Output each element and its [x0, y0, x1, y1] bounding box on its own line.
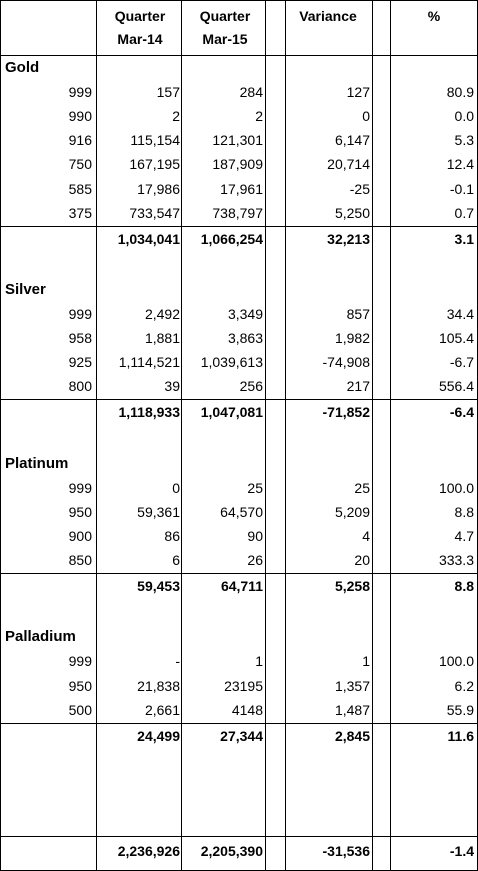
- quarter-2-cell: 1,039,613: [200, 354, 263, 371]
- row-divider: [0, 226, 478, 227]
- total-variance-cell: -71,852: [322, 404, 370, 421]
- quarter-1-cell: 157: [156, 84, 180, 101]
- percent-cell: 6.2: [454, 677, 474, 694]
- header-quarter-2-line2: Mar-15: [202, 31, 248, 47]
- table-row: [0, 524, 478, 548]
- variance-cell: 5,209: [334, 503, 370, 520]
- grade-cell: 958: [68, 330, 92, 347]
- variance-cell: 1,982: [334, 330, 370, 347]
- grade-cell: 750: [68, 156, 92, 173]
- row-divider: [0, 836, 478, 837]
- column-divider: [96, 0, 97, 871]
- total-percent-cell: -6.4: [449, 404, 474, 421]
- total-quarter-1-cell: 1,034,041: [117, 230, 180, 247]
- table-row: [0, 374, 478, 398]
- total-row: [0, 724, 478, 748]
- section-title: Palladium: [5, 628, 76, 646]
- grade-cell: 585: [68, 180, 92, 197]
- variance-cell: 0: [362, 108, 370, 125]
- grand-total-percent-cell: -1.4: [449, 843, 474, 859]
- table-row: [0, 177, 478, 201]
- grade-cell: 800: [68, 378, 92, 395]
- grade-cell: 950: [68, 677, 92, 694]
- grade-cell: 900: [68, 527, 92, 544]
- quarter-2-cell: 1: [255, 653, 263, 670]
- table-row: [0, 500, 478, 524]
- variance-cell: 25: [354, 479, 370, 496]
- grand-total-row: [0, 839, 478, 863]
- quarter-1-cell: 167,195: [129, 156, 180, 173]
- header-quarter-1-line1: Quarter: [114, 8, 166, 24]
- quarter-1-cell: -: [175, 653, 180, 670]
- quarter-2-cell: 3,349: [227, 306, 263, 322]
- total-percent-cell: 8.8: [454, 578, 474, 595]
- variance-cell: 857: [346, 306, 370, 322]
- quarter-1-cell: 733,547: [129, 204, 180, 221]
- percent-cell: 8.8: [454, 503, 474, 520]
- quarter-2-cell: 3,863: [227, 330, 263, 347]
- section-title-row: [0, 625, 478, 649]
- column-divider: [0, 0, 1, 871]
- quarter-1-cell: 39: [164, 378, 180, 395]
- total-quarter-2-cell: 1,047,081: [200, 404, 263, 421]
- percent-cell: 100.0: [438, 653, 474, 670]
- quarter-2-cell: 2: [255, 108, 263, 125]
- table-row: [0, 698, 478, 722]
- table-row: [0, 302, 478, 326]
- grade-cell: 999: [68, 653, 92, 670]
- variance-cell: 4: [362, 527, 370, 544]
- grade-cell: 916: [68, 132, 92, 149]
- grand-total-quarter-2-cell: 2,205,390: [200, 843, 263, 859]
- total-variance-cell: 32,213: [327, 230, 370, 247]
- percent-cell: 80.9: [446, 84, 474, 101]
- percent-cell: 5.3: [454, 132, 474, 149]
- table-row: [0, 152, 478, 176]
- total-percent-cell: 11.6: [447, 727, 474, 744]
- table-row: [0, 80, 478, 104]
- table-row: [0, 104, 478, 128]
- grand-total-variance-cell: -31,536: [322, 843, 370, 859]
- header-variance: Variance: [299, 8, 357, 24]
- total-quarter-1-cell: 1,118,933: [118, 404, 180, 421]
- total-quarter-2-cell: 27,344: [220, 727, 263, 744]
- quarter-1-cell: 1,881: [144, 330, 180, 347]
- quarter-1-cell: 59,361: [137, 503, 180, 520]
- percent-cell: 12.4: [446, 156, 474, 173]
- percent-cell: -0.1: [449, 180, 474, 197]
- variance-cell: 5,250: [334, 204, 370, 221]
- row-divider: [0, 573, 478, 574]
- total-quarter-1-cell: 59,453: [137, 578, 180, 595]
- total-row: [0, 400, 478, 424]
- quarter-2-cell: 23195: [224, 677, 263, 694]
- row-divider: [0, 723, 478, 724]
- column-divider: [265, 0, 266, 871]
- column-divider: [181, 0, 182, 871]
- quarter-2-cell: 64,570: [220, 503, 263, 520]
- header-percent: %: [427, 8, 441, 24]
- table-row: [0, 128, 478, 152]
- total-quarter-1-cell: 24,499: [137, 727, 180, 744]
- table-row: [0, 548, 478, 572]
- variance-cell: 217: [346, 378, 370, 395]
- grade-cell: 375: [68, 204, 92, 221]
- quarter-2-cell: 4148: [231, 701, 263, 718]
- section-title: Gold: [5, 59, 40, 76]
- quarter-2-cell: 121,301: [212, 132, 263, 149]
- section-title: Silver: [5, 280, 46, 298]
- section-title-row: [0, 452, 478, 476]
- quarter-1-cell: 86: [164, 527, 180, 544]
- quarter-1-cell: 115,154: [130, 132, 180, 149]
- percent-cell: -6.7: [449, 354, 474, 371]
- header-quarter-2-line1: Quarter: [199, 8, 251, 24]
- quarter-2-cell: 17,961: [220, 180, 263, 197]
- table-row: [0, 674, 478, 698]
- column-divider: [372, 0, 373, 871]
- quarter-2-cell: 25: [247, 479, 263, 496]
- quarter-1-cell: 2,661: [144, 701, 180, 718]
- percent-cell: 333.3: [438, 552, 474, 568]
- row-divider: [0, 55, 478, 56]
- quarter-2-cell: 738,797: [212, 204, 263, 221]
- grade-cell: 500: [68, 701, 92, 718]
- variance-cell: 20: [354, 552, 370, 568]
- percent-cell: 34.4: [446, 306, 474, 322]
- grade-cell: 950: [68, 503, 92, 520]
- quarter-2-cell: 26: [247, 552, 263, 568]
- column-divider: [285, 0, 286, 871]
- quarter-1-cell: 2,492: [144, 306, 180, 322]
- total-variance-cell: 2,845: [334, 727, 370, 744]
- total-row: [0, 574, 478, 598]
- variance-cell: 6,147: [334, 132, 370, 149]
- quarter-1-cell: 17,986: [137, 180, 180, 197]
- variance-cell: 1: [362, 653, 370, 670]
- table-row: [0, 350, 478, 374]
- row-divider: [0, 399, 478, 400]
- grade-cell: 925: [68, 354, 92, 371]
- section-title-row: [0, 56, 478, 80]
- percent-cell: 55.9: [446, 701, 474, 718]
- section-title: Platinum: [5, 454, 69, 472]
- quarter-2-cell: 284: [239, 84, 263, 101]
- variance-cell: 20,714: [327, 156, 370, 173]
- quarter-2-cell: 187,909: [212, 156, 263, 173]
- table-row: [0, 326, 478, 350]
- percent-cell: 556.4: [438, 378, 474, 395]
- grade-cell: 990: [68, 108, 92, 125]
- total-percent-cell: 3.1: [454, 230, 474, 247]
- grade-cell: 850: [68, 552, 92, 568]
- row-divider: [0, 0, 478, 1]
- percent-cell: 105.4: [438, 330, 474, 347]
- table-row: [0, 476, 478, 500]
- percent-cell: 0.0: [454, 108, 474, 125]
- grand-total-quarter-1-cell: 2,236,926: [117, 843, 180, 859]
- variance-cell: 127: [346, 84, 370, 101]
- variance-cell: 1,487: [334, 701, 370, 718]
- percent-cell: 100.0: [438, 479, 474, 496]
- total-quarter-2-cell: 1,066,254: [200, 230, 263, 247]
- total-variance-cell: 5,258: [334, 578, 370, 595]
- percent-cell: 0.7: [454, 204, 474, 221]
- quarter-1-cell: 21,838: [137, 677, 180, 694]
- column-divider: [390, 0, 391, 871]
- section-title-row: [0, 278, 478, 302]
- quarter-2-cell: 90: [247, 527, 263, 544]
- total-quarter-2-cell: 64,711: [220, 578, 263, 595]
- quarter-1-cell: 6: [172, 552, 180, 568]
- header-quarter-1-line2: Mar-14: [117, 31, 163, 47]
- quarter-1-cell: 2: [172, 108, 180, 125]
- quarter-1-cell: 0: [172, 479, 180, 496]
- table-row: [0, 201, 478, 225]
- variance-cell: 1,357: [334, 677, 370, 694]
- total-row: [0, 227, 478, 251]
- variance-cell: -74,908: [322, 354, 370, 371]
- grade-cell: 999: [68, 306, 92, 322]
- table-row: [0, 649, 478, 673]
- grade-cell: 999: [68, 84, 92, 101]
- percent-cell: 4.7: [454, 527, 474, 544]
- quarter-2-cell: 256: [239, 378, 263, 395]
- grade-cell: 999: [68, 479, 92, 496]
- quarter-1-cell: 1,114,521: [118, 354, 180, 371]
- variance-cell: -25: [349, 180, 370, 197]
